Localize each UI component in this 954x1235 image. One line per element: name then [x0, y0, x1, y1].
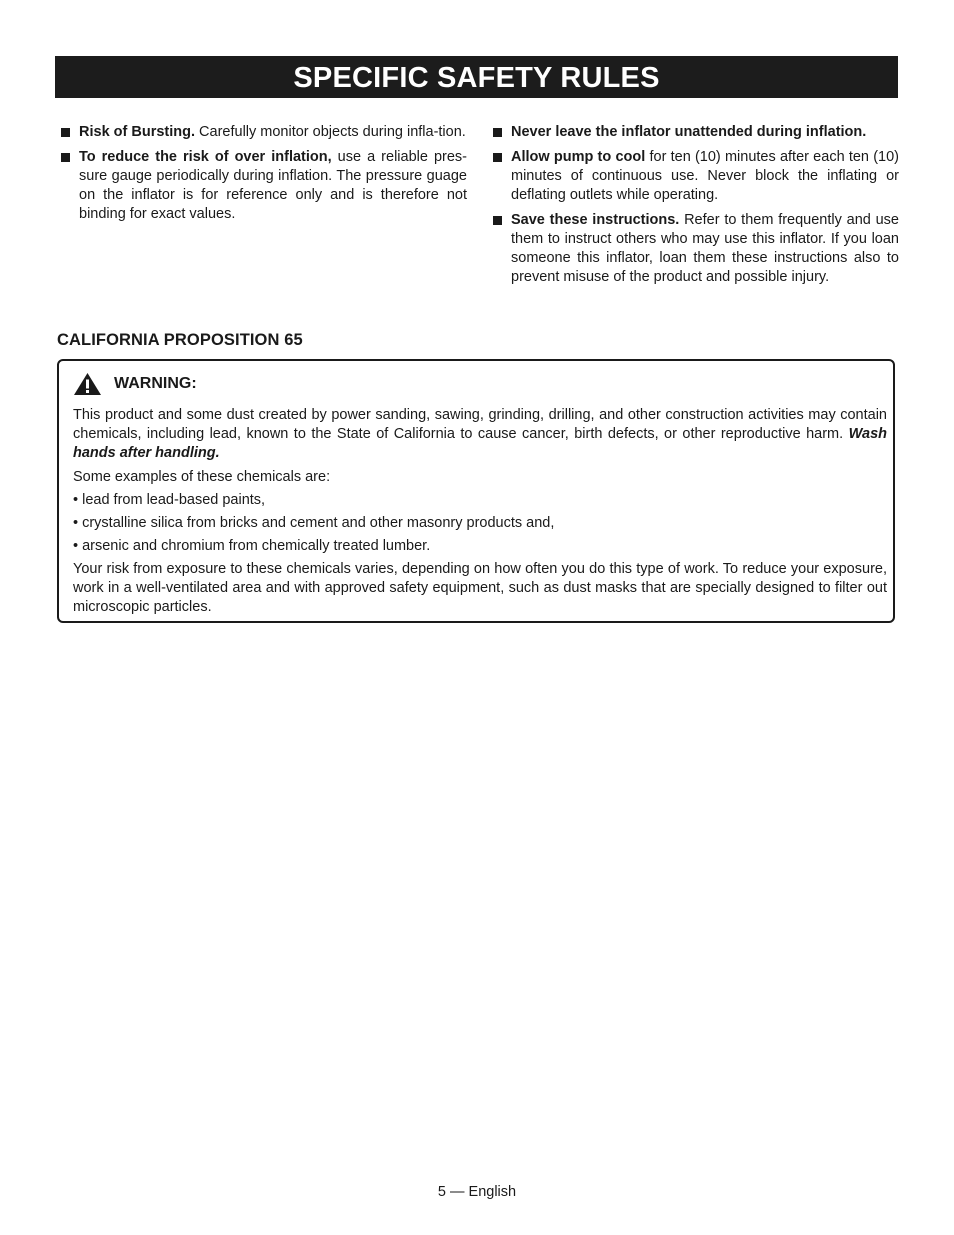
rule-text: Refer to them frequently and use them to instruct others who may use this inflator. If you loan someone this inflator, loan them these instructions also to prevent misuse of the product and possible injury.: [511, 212, 899, 285]
rule-text: use a reliable pres-sure gauge periodically during inflation. The pressure guage on the inflator is for reference only and is therefore not binding for exact values.: [79, 149, 467, 222]
list-item: • crystalline silica from bricks and cement and other masonry products and,: [73, 515, 555, 531]
warning-triangle-icon: [73, 372, 102, 396]
examples-intro: Some examples of these chemicals are:: [73, 469, 331, 485]
rule-item: [487, 148, 899, 205]
warning-text: This product and some dust created by power sanding, sawing, grinding, drilling, and other construction activities may contain chemicals, including lead, known to the State of California to cause cancer, birth defects, or other reproductive harm.: [73, 407, 887, 442]
warning-paragraph: [73, 406, 887, 463]
rule-item: [487, 211, 899, 287]
page-title: SPECIFIC SAFETY RULES: [55, 56, 898, 98]
warning-body: [73, 406, 887, 622]
square-bullet-icon: [61, 128, 70, 137]
square-bullet-icon: [61, 153, 70, 162]
rule-item: [55, 123, 467, 142]
rule-lead: Risk of Bursting.: [79, 124, 196, 140]
list-item: • lead from lead-based paints,: [73, 492, 266, 508]
warning-paragraph: Your risk from exposure to these chemicals varies, depending on how often you do this type of work. To reduce your exposure, work in a well-ventilated area and with approved safety equipment, such as dust masks that are specially designed to filter out microscopic particles.: [73, 561, 887, 615]
rule-text: for ten (10) minutes after each ten (10) minutes of continuous use. Never block the inflating or deflating outlets while operating.: [511, 149, 899, 203]
warning-box: [57, 359, 895, 623]
safety-rules-left-column: [55, 123, 467, 230]
rule-item: [487, 123, 899, 142]
section-heading: CALIFORNIA PROPOSITION 65: [57, 331, 303, 349]
page-footer: 5 — English: [437, 1184, 517, 1200]
rule-item: [55, 148, 467, 224]
rule-text: Carefully monitor objects during infla-tion.: [195, 124, 466, 140]
rule-lead: Save these instructions.: [511, 212, 680, 228]
safety-rules-right-column: [487, 123, 899, 293]
warning-label: WARNING:: [114, 375, 197, 392]
warning-emphasis: Wash hands after handling.: [73, 426, 887, 461]
rule-lead: Never leave the inflator unattended during inflation.: [511, 124, 867, 140]
square-bullet-icon: [493, 216, 502, 225]
square-bullet-icon: [493, 128, 502, 137]
list-item: • arsenic and chromium from chemically treated lumber.: [73, 538, 431, 554]
square-bullet-icon: [493, 153, 502, 162]
rule-lead: Allow pump to cool: [511, 149, 646, 165]
warning-header: [73, 371, 197, 397]
rule-lead: To reduce the risk of over inflation,: [79, 149, 332, 165]
